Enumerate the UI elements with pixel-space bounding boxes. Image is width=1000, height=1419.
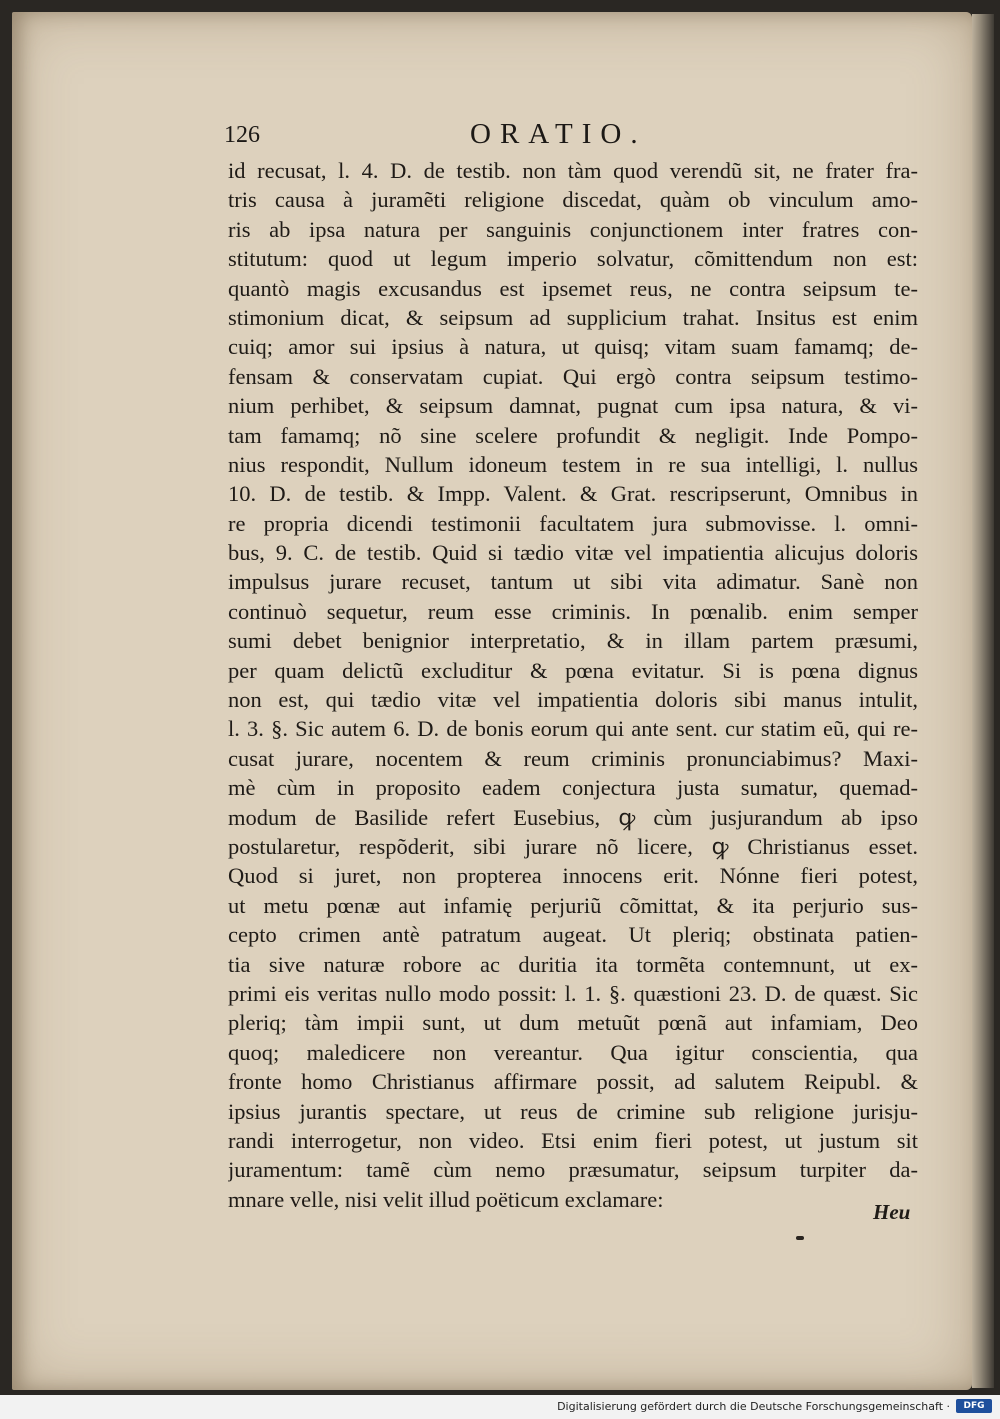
dfg-logo: DFG: [956, 1399, 992, 1413]
footer-bar: [0, 1395, 1000, 1419]
text-line: non est, qui tædio vitæ vel impatientia doloris sibi manus intulit,: [228, 687, 918, 713]
text-line: ipsius jurantis spectare, ut reus de crimine sub religione jurisju-: [228, 1098, 918, 1124]
text-line: randi interrogetur, non video. Etsi enim fieri potest, ut justum sit: [228, 1127, 918, 1153]
text-line: mnare velle, nisi velit illud poëticum exclamare:: [228, 1186, 664, 1212]
text-line: modum de Basilide refert Eusebius, ꝙ cùm jusjurandum ab ipso: [228, 804, 918, 830]
text-line: primi eis veritas nullo modo possit: l. 1. §. quæstioni 23. D. de quæst. Sic: [228, 980, 918, 1006]
text-line: ris ab ipsa natura per sanguinis conjunctionem inter fratres con-: [228, 216, 918, 242]
text-line: bus, 9. C. de testib. Quid si tædio vitæ vel impatientia alicujus doloris: [228, 540, 918, 566]
text-line: continuò sequetur, reum esse criminis. In pœnalib. enim semper: [228, 598, 918, 624]
text-line: cusat jurare, nocentem & reum criminis pronunciabimus? Maxi-: [228, 745, 918, 771]
text-line: mè cùm in proposito eadem conjectura justa sumatur, quemad-: [228, 775, 918, 801]
text-line: fensam & conservatam cupiat. Qui ergò contra seipsum testimo-: [228, 363, 918, 389]
running-title: ORATIO.: [470, 118, 647, 150]
catchword: Heu: [873, 1200, 911, 1224]
text-line: ut metu pœnæ aut infamię perjuriũ cõmittat, & ita perjurio sus-: [228, 892, 918, 918]
text-line: stimonium dicat, & seipsum ad supplicium trahat. Insitus est enim: [228, 304, 918, 330]
footer-credit: Digitalisierung gefördert durch die Deutsche Forschungsgemeinschaft ·: [557, 1400, 950, 1413]
text-line: cuiq; amor sui ipsius à natura, ut quisq; vitam suam famamq; de-: [228, 334, 918, 360]
text-line: impulsus jurare recuset, tantum ut sibi vita adimatur. Sanè non: [228, 569, 918, 595]
page-number: 126: [224, 122, 260, 148]
text-line: nius respondit, Nullum idoneum testem in re sua intelligi, l. nullus: [228, 451, 918, 477]
text-line: postularetur, respõderit, sibi jurare nõ licere, ꝙ Christianus esset.: [228, 833, 918, 859]
running-head: [0, 118, 1000, 158]
text-line: quoq; maledicere non vereantur. Qua igitur conscientia, qua: [228, 1039, 918, 1065]
text-line: tam famamq; nõ sine scelere profundit & negligit. Inde Pompo-: [228, 422, 918, 448]
text-line: 10. D. de testib. & Impp. Valent. & Grat. rescripserunt, Omnibus in: [228, 481, 918, 507]
text-line: tris causa à juramẽti religione discedat, quàm ob vinculum amo-: [228, 187, 918, 213]
text-line: Quod si juret, non propterea innocens erit. Nónne fieri potest,: [228, 863, 918, 889]
text-line: per quam delictũ excluditur & pœna evitatur. Si is pœna dignus: [228, 657, 918, 683]
text-line: stitutum: quod ut legum imperio solvatur, cõmittendum non est:: [228, 246, 918, 272]
body-text: [228, 156, 918, 1214]
text-line: sumi debet benignior interpretatio, & in illam partem præsumi,: [228, 628, 918, 654]
text-line: pleriq; tàm impii sunt, ut dum metuũt pœnã aut infamiam, Deo: [228, 1010, 918, 1036]
text-line: id recusat, l. 4. D. de testib. non tàm quod verendũ sit, ne frater fra-: [228, 158, 918, 183]
text-line: juramentum: tamẽ cùm nemo præsumatur, seipsum turpiter da-: [228, 1157, 918, 1183]
text-line: quantò magis excusandus est ipsemet reus, ne contra seipsum te-: [228, 275, 918, 301]
text-line: cepto crimen antè patratum augeat. Ut pleriq; obstinata patien-: [228, 922, 918, 948]
text-line: nium perhibet, & seipsum damnat, pugnat cum ipsa natura, & vi-: [228, 393, 918, 419]
text-line: re propria dicendi testimonii facultatem jura submovisse. l. omni-: [228, 510, 918, 536]
ink-speck: [796, 1236, 804, 1240]
text-line: l. 3. §. Sic autem 6. D. de bonis eorum qui ante sent. cur statim eũ, qui re-: [228, 716, 918, 742]
text-line: fronte homo Christianus affirmare possit, ad salutem Reipubl. &: [228, 1069, 918, 1095]
text-line: tia sive naturæ robore ac duritia ita tormẽta contemnunt, ut ex-: [228, 951, 918, 977]
page-edge: [972, 14, 994, 1388]
